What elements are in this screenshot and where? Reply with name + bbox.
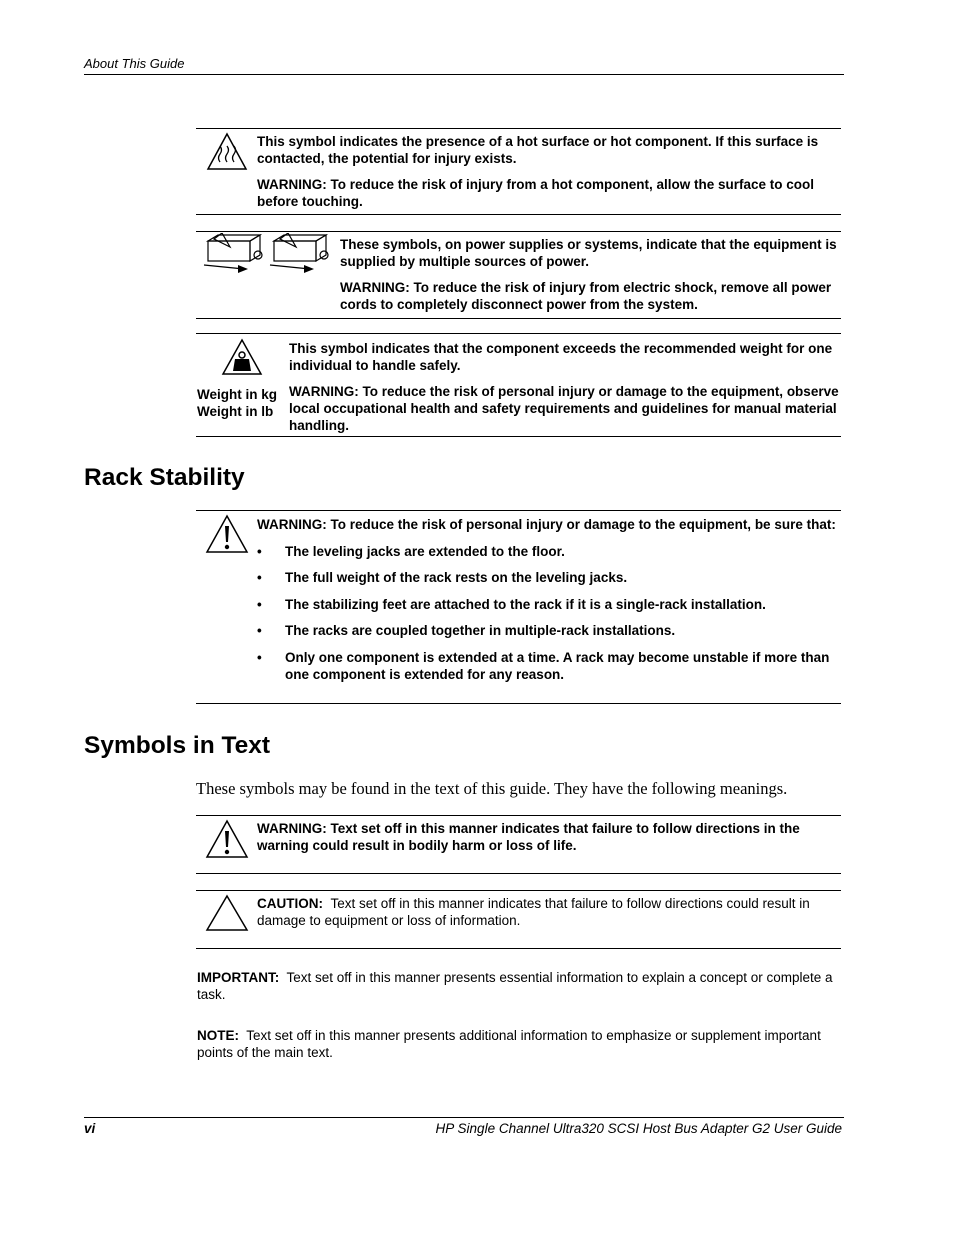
hot-surface-warning: WARNING: To reduce the risk of injury from a hot component, allow the surface to cool before touching.: [257, 177, 815, 209]
note: [197, 1027, 837, 1061]
note-description: Text set off in this manner presents additional information to emphasize or supplement important points of the main text.: [197, 1028, 821, 1060]
multiple-power-sources-icon: [200, 233, 334, 280]
caution-label: CAUTION:: [257, 896, 323, 911]
list-item: • Only one component is extended at a time. A rack may become unstable if more than one component is extended for any reason.: [257, 649, 841, 683]
box-rule: [196, 815, 841, 816]
weight-label-lb: Weight in lb: [197, 404, 274, 419]
section-heading-symbols-in-text: Symbols in Text: [84, 732, 271, 759]
running-header: About This Guide: [84, 56, 185, 71]
heavy-weight-warning: WARNING: To reduce the risk of personal injury or damage to the equipment, observe local occupational health and safety requirements and guidelines for manual material handling.: [289, 384, 839, 433]
list-item: • The stabilizing feet are attached to the rack if it is a single-rack installation.: [257, 596, 841, 613]
hot-surface-text: [257, 133, 845, 210]
box-rule: [196, 333, 841, 334]
box-rule: [196, 703, 841, 704]
caution-description: Text set off in this manner indicates that failure to follow directions could result in damage to equipment or loss of information.: [257, 896, 810, 928]
header-rule: [84, 74, 844, 75]
list-item: • The full weight of the rack rests on the leveling jacks.: [257, 569, 841, 586]
important-label: IMPORTANT:: [197, 970, 280, 985]
symbols-intro: These symbols may be found in the text of this guide. They have the following meanings.: [196, 779, 788, 798]
warning-icon: [205, 819, 249, 864]
multiple-power-warning: WARNING: To reduce the risk of injury from electric shock, remove all power cords to completely disconnect power from the system.: [340, 280, 832, 312]
heavy-weight-description: This symbol indicates that the component exceeds the recommended weight for one individual to handle safely.: [289, 341, 833, 373]
box-rule: [196, 436, 841, 437]
page-number: vi: [84, 1121, 96, 1136]
heavy-weight-text: [289, 340, 841, 434]
footer-guide-title: HP Single Channel Ultra320 SCSI Host Bus Adapter G2 User Guide: [435, 1121, 842, 1136]
important-note: [197, 969, 837, 1003]
box-rule: [196, 890, 841, 891]
weight-labels: [197, 386, 287, 420]
caution-icon: [205, 894, 249, 937]
warning-symbol-text: WARNING: Text set off in this manner indicates that failure to follow directions in the warning could result in bodily harm or loss of life.: [257, 821, 800, 853]
multiple-power-description: These symbols, on power supplies or systems, indicate that the equipment is supplied by multiple sources of power.: [340, 237, 837, 269]
box-rule: [196, 128, 841, 129]
rack-stability-list: [257, 543, 841, 683]
box-rule: [196, 231, 841, 232]
heavy-weight-icon: [221, 338, 263, 381]
list-item: • The leveling jacks are extended to the floor.: [257, 543, 841, 560]
important-description: Text set off in this manner presents essential information to explain a concept or complete a task.: [197, 970, 833, 1002]
footer-rule: [84, 1117, 844, 1118]
box-rule: [196, 214, 841, 215]
hot-surface-description: This symbol indicates the presence of a hot surface or hot component. If this surface is contacted, the potential for injury exists.: [257, 134, 819, 166]
section-heading-rack-stability: Rack Stability: [84, 464, 245, 491]
rack-stability-warning-block: [257, 516, 841, 683]
multiple-power-text: [340, 236, 845, 313]
note-label: NOTE:: [197, 1028, 239, 1043]
weight-label-kg: Weight in kg: [197, 387, 277, 402]
rack-stability-warning: WARNING: To reduce the risk of personal injury or damage to the equipment, be sure that:: [257, 517, 836, 532]
caution-symbol-text: [257, 895, 841, 929]
box-rule: [196, 948, 841, 949]
hot-surface-icon: [206, 132, 248, 177]
warning-icon: [205, 514, 249, 559]
box-rule: [196, 873, 841, 874]
list-item: • The racks are coupled together in multiple-rack installations.: [257, 622, 841, 639]
box-rule: [196, 318, 841, 319]
box-rule: [196, 510, 841, 511]
